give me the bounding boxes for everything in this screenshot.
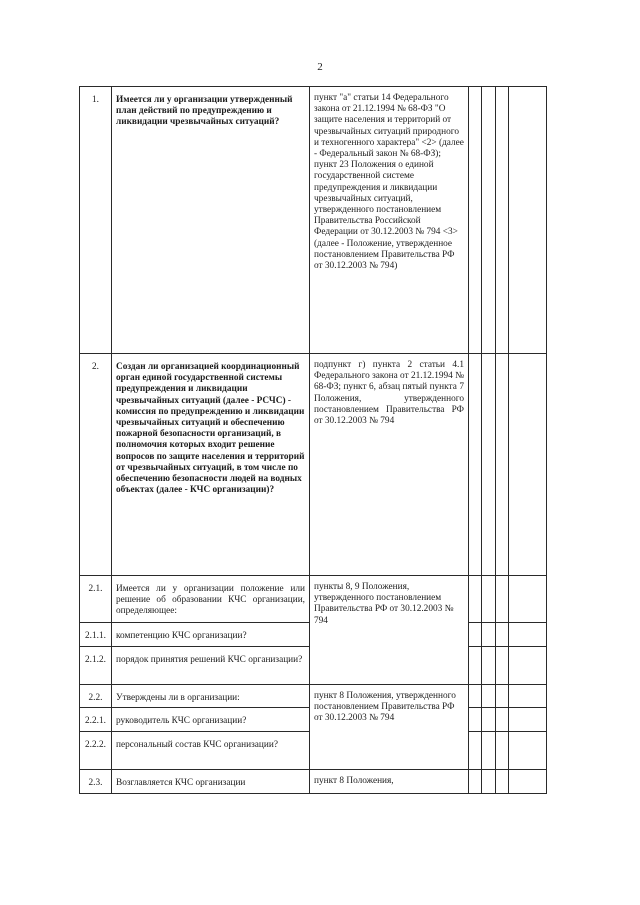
table-row [80,87,547,354]
answer-na-cell[interactable] [496,576,509,623]
question-cell: Создан ли организацией координационный орган единой государственной системы предупреждения и ликвидации чрезвычайных ситуаций (далее - РСЧС) - комиссия по предупреждению и ликвидации чрезвычайных ситуаций и обеспечению пожарной безопасности организаций, в полномочия которых входит решение вопросов по защите населения и территорий от чрезвычайных ситуаций, в том числе по обеспечению безопасности людей на водных объектах (далее - КЧС организации)? [112,354,310,576]
row-number: 2.1. [80,576,112,623]
answer-no-cell[interactable] [482,732,496,770]
answer-na-cell[interactable] [496,623,509,647]
note-cell[interactable] [509,708,547,732]
answer-yes-cell[interactable] [469,770,482,794]
checklist-table [79,86,547,794]
legal-basis-cell: пункт "а" статьи 14 Федерального закона от 21.12.1994 № 68-ФЗ "О защите населения и территорий от чрезвычайных ситуаций природного и техногенного характера" <2> (далее - Федеральный закон № 68-ФЗ); пункт 23 Положения о единой государственной системе предупреждения и ликвидации чрезвычайных ситуаций, утвержденного постановлением Правительства Российской Федерации от 30.12.2003 № 794 <3> (далее - Положение, утвержденное постановлением Правительства РФ от 30.12.2003 № 794) [310,87,469,354]
answer-yes-cell[interactable] [469,685,482,708]
page-number: 2 [317,61,323,73]
answer-na-cell[interactable] [496,770,509,794]
answer-na-cell[interactable] [496,87,509,354]
legal-basis-cell: подпункт г) пункта 2 статьи 4.1 Федерального закона от 21.12.1994 № 68-ФЗ; пункт 6, абзац пятый пункта 7 Положения, утвержденного постановлением Правительства РФ от 30.12.2003 № 794 [310,354,469,576]
answer-no-cell[interactable] [482,708,496,732]
note-cell[interactable] [509,770,547,794]
question-cell: руководитель КЧС организации? [112,708,310,732]
legal-basis-cell: пункт 8 Положения, [310,770,469,794]
row-number: 2.1.1. [80,623,112,647]
answer-na-cell[interactable] [496,647,509,685]
note-cell[interactable] [509,732,547,770]
question-cell: компетенцию КЧС организации? [112,623,310,647]
table-row [80,576,547,623]
answer-no-cell[interactable] [482,354,496,576]
row-number: 2.1.2. [80,647,112,685]
note-cell[interactable] [509,576,547,623]
question-cell: порядок принятия решений КЧС организации? [112,647,310,685]
legal-basis-cell: пункты 8, 9 Положения, утвержденного постановлением Правительства РФ от 30.12.2003 № 794 [310,576,469,685]
answer-no-cell[interactable] [482,685,496,708]
answer-na-cell[interactable] [496,685,509,708]
note-cell[interactable] [509,623,547,647]
answer-yes-cell[interactable] [469,87,482,354]
question-cell: Утверждены ли в организации: [112,685,310,708]
answer-no-cell[interactable] [482,87,496,354]
answer-yes-cell[interactable] [469,576,482,623]
note-cell[interactable] [509,87,547,354]
answer-yes-cell[interactable] [469,732,482,770]
answer-yes-cell[interactable] [469,647,482,685]
note-cell[interactable] [509,647,547,685]
answer-no-cell[interactable] [482,647,496,685]
answer-yes-cell[interactable] [469,623,482,647]
row-number: 2.2.2. [80,732,112,770]
question-cell: Возглавляется КЧС организации [112,770,310,794]
note-cell[interactable] [509,685,547,708]
question-cell: Имеется ли у организации утвержденный план действий по предупреждению и ликвидации чрезвычайных ситуаций? [112,87,310,354]
legal-basis-cell: пункт 8 Положения, утвержденного постановлением Правительства РФ от 30.12.2003 № 794 [310,685,469,770]
question-cell: Имеется ли у организации положение или решение об образовании КЧС организации, определяющее: [112,576,310,623]
note-cell[interactable] [509,354,547,576]
row-number: 2.3. [80,770,112,794]
answer-na-cell[interactable] [496,732,509,770]
answer-yes-cell[interactable] [469,354,482,576]
answer-no-cell[interactable] [482,623,496,647]
table-row [80,770,547,794]
row-number: 2. [80,354,112,576]
answer-no-cell[interactable] [482,770,496,794]
row-number: 2.2.1. [80,708,112,732]
table-row [80,685,547,708]
answer-na-cell[interactable] [496,354,509,576]
row-number: 2.2. [80,685,112,708]
question-cell: персональный состав КЧС организации? [112,732,310,770]
row-number: 1. [80,87,112,354]
answer-na-cell[interactable] [496,708,509,732]
answer-no-cell[interactable] [482,576,496,623]
answer-yes-cell[interactable] [469,708,482,732]
table-row [80,354,547,576]
